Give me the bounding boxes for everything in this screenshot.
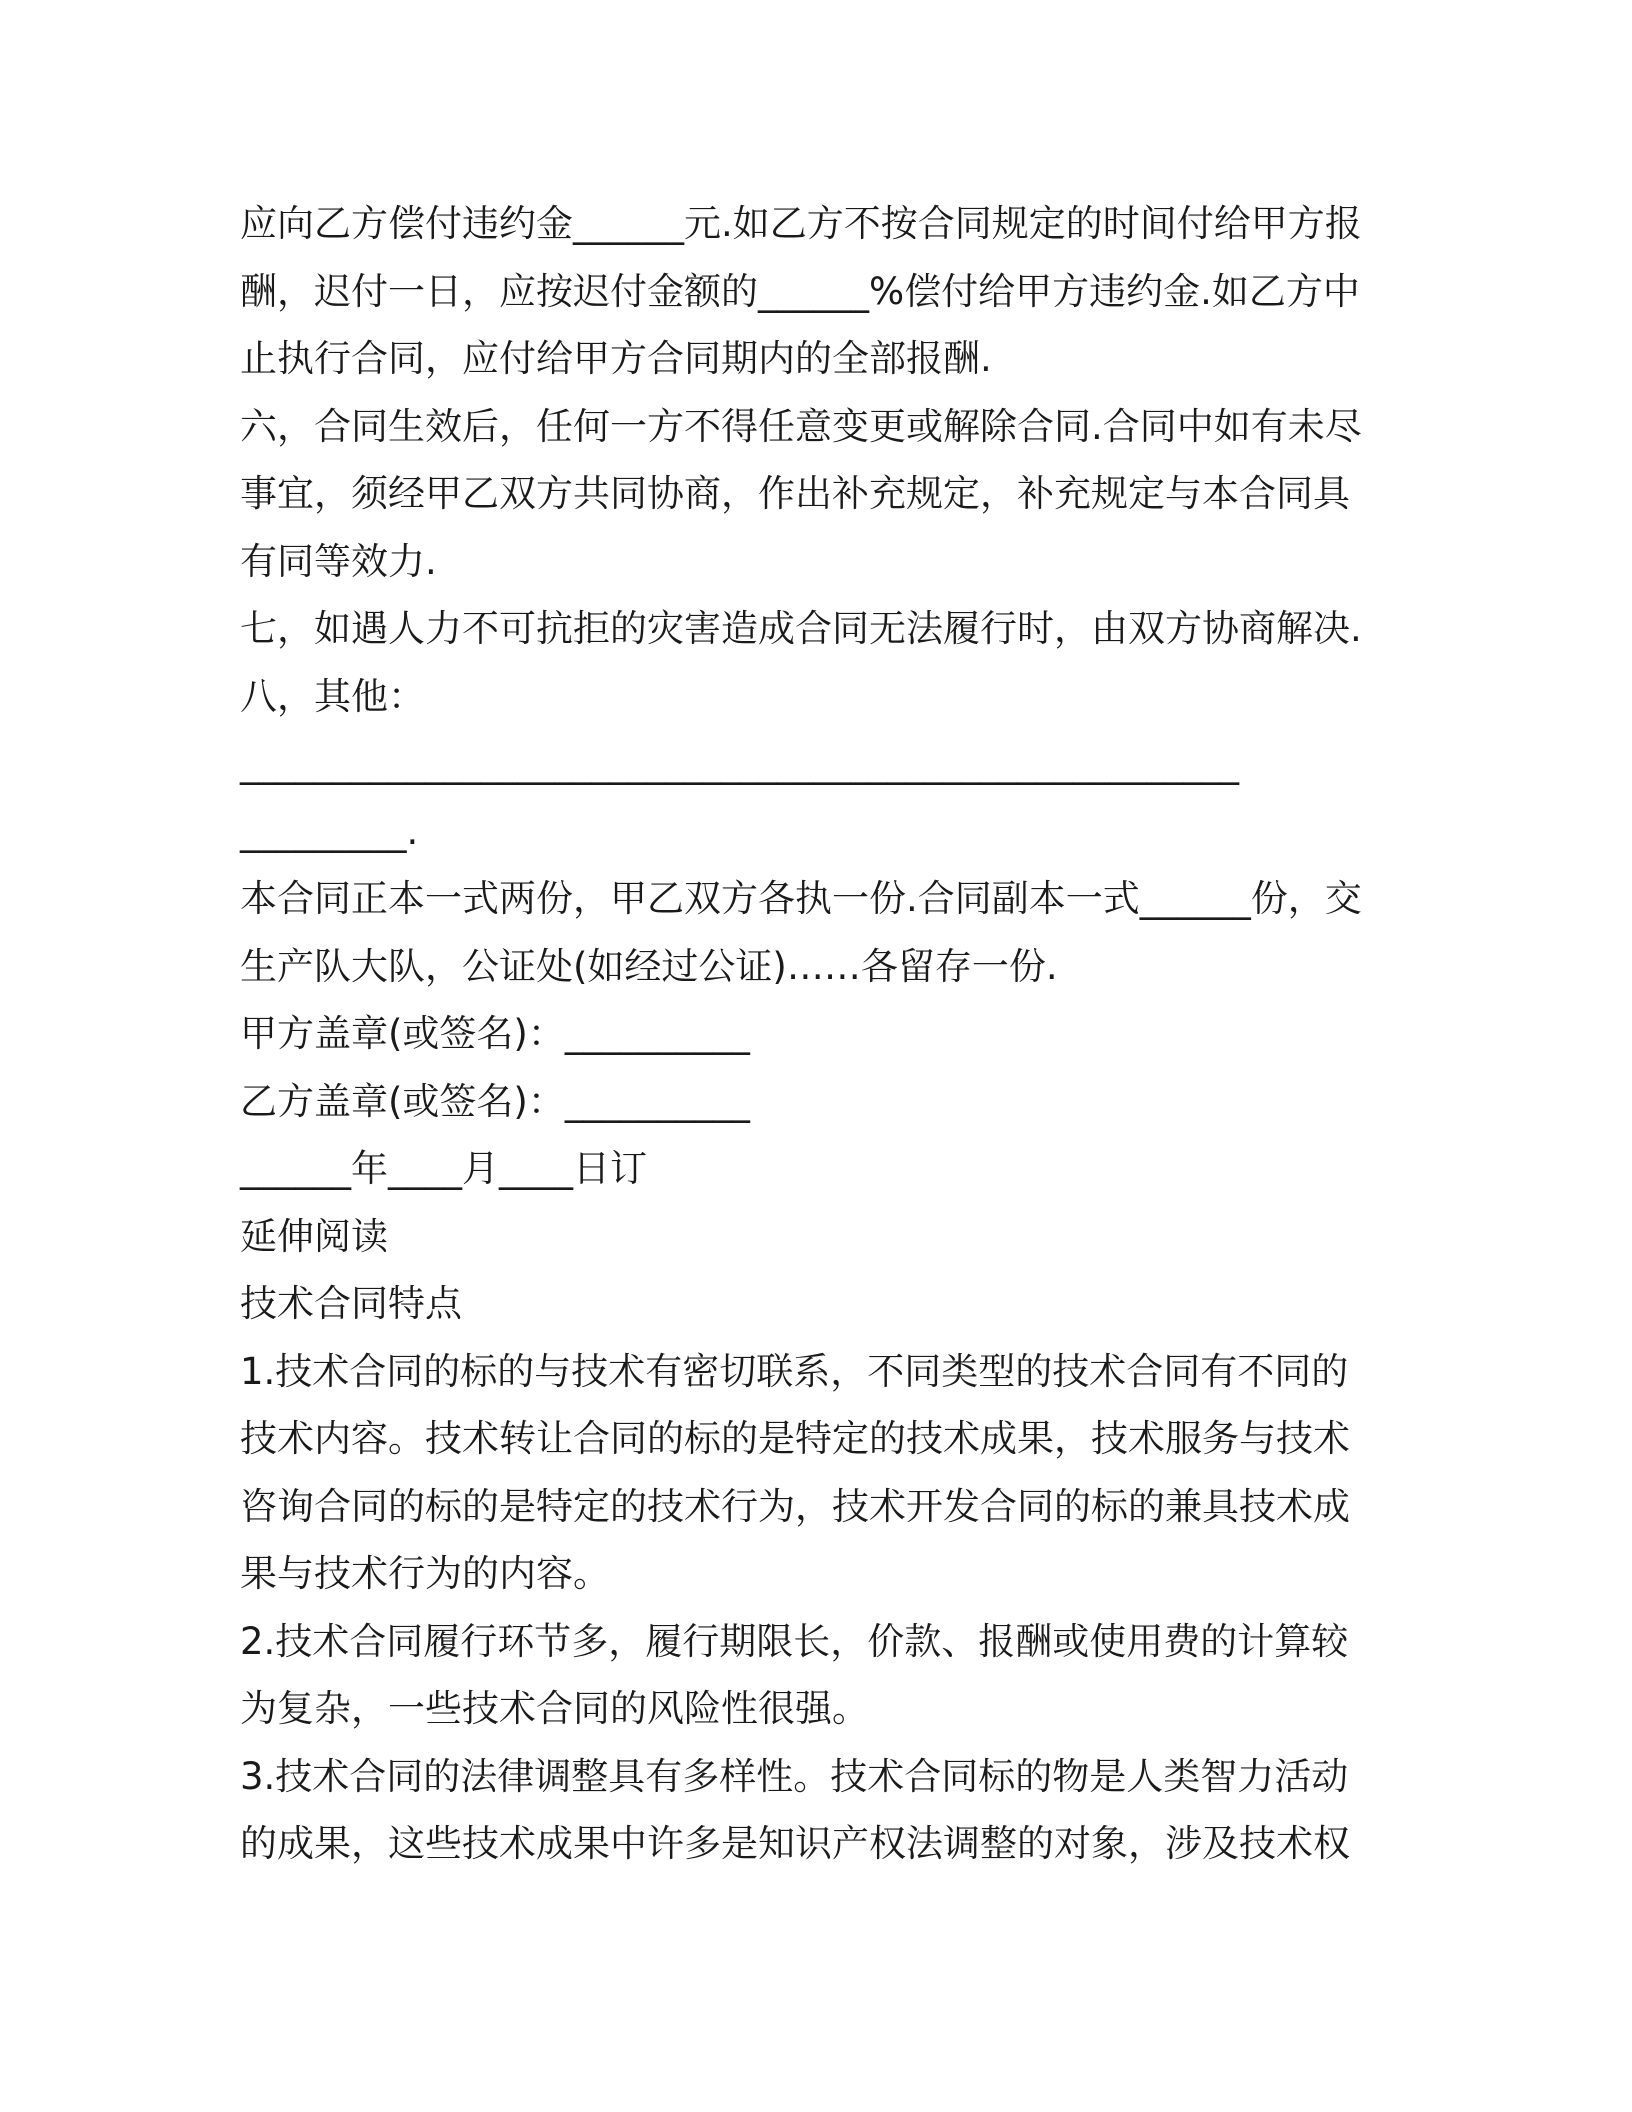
blank-fill-line: _________. [240, 809, 419, 853]
party-a-signature-line: 甲方盖章(或签名)：__________ [240, 1012, 750, 1055]
section-heading: 延伸阅读 [240, 1214, 388, 1258]
text-line: 咨询合同的标的是特定的技术行为，技术开发合同的标的兼具技术成 [240, 1484, 1350, 1528]
text-line: 事宜，须经甲乙双方共同协商，作出补充规定，补充规定与本合同具 [240, 472, 1350, 515]
text-line: 2.技术合同履行环节多，履行期限长，价款、报酬或使用费的计算较 [240, 1619, 1349, 1663]
text-line: 果与技术行为的内容。 [240, 1552, 610, 1595]
section-heading: 技术合同特点 [240, 1282, 462, 1325]
text-line: 生产队大队，公证处(如经过公证)……各留存一份. [240, 944, 1058, 988]
date-line: ______年____月____日订 [240, 1147, 647, 1190]
text-line: 七，如遇人力不可抗拒的灾害造成合同无法履行时，由双方协商解决. [240, 607, 1362, 650]
text-line: 止执行合同，应付给甲方合同期内的全部报酬. [240, 337, 992, 380]
text-line: 酬，迟付一日，应按迟付金额的______%偿付给甲方违约金.如乙方中 [240, 269, 1360, 313]
document-body [240, 190, 1390, 1878]
text-line: 八，其他： [240, 674, 425, 718]
text-line: 本合同正本一式两份，甲乙双方各执一份.合同副本一式______份，交 [240, 877, 1362, 920]
text-line: 为复杂，一些技术合同的风险性很强。 [240, 1687, 869, 1730]
text-line: 有同等效力. [240, 539, 437, 583]
text-line: 3.技术合同的法律调整具有多样性。技术合同标的物是人类智力活动 [240, 1754, 1349, 1798]
blank-fill-line: ______________________________________________________ [240, 742, 1239, 785]
text-line: 应向乙方偿付违约金______元.如乙方不按合同规定的时间付给甲方报 [240, 202, 1362, 245]
text-line: 六，合同生效后，任何一方不得任意变更或解除合同.合同中如有未尽 [240, 404, 1362, 448]
text-line: 1.技术合同的标的与技术有密切联系，不同类型的技术合同有不同的 [240, 1349, 1349, 1393]
text-line: 的成果，这些技术成果中许多是知识产权法调整的对象，涉及技术权 [240, 1822, 1350, 1865]
text-line: 技术内容。技术转让合同的标的是特定的技术成果，技术服务与技术 [240, 1417, 1350, 1460]
party-b-signature-line: 乙方盖章(或签名)：__________ [240, 1079, 750, 1123]
